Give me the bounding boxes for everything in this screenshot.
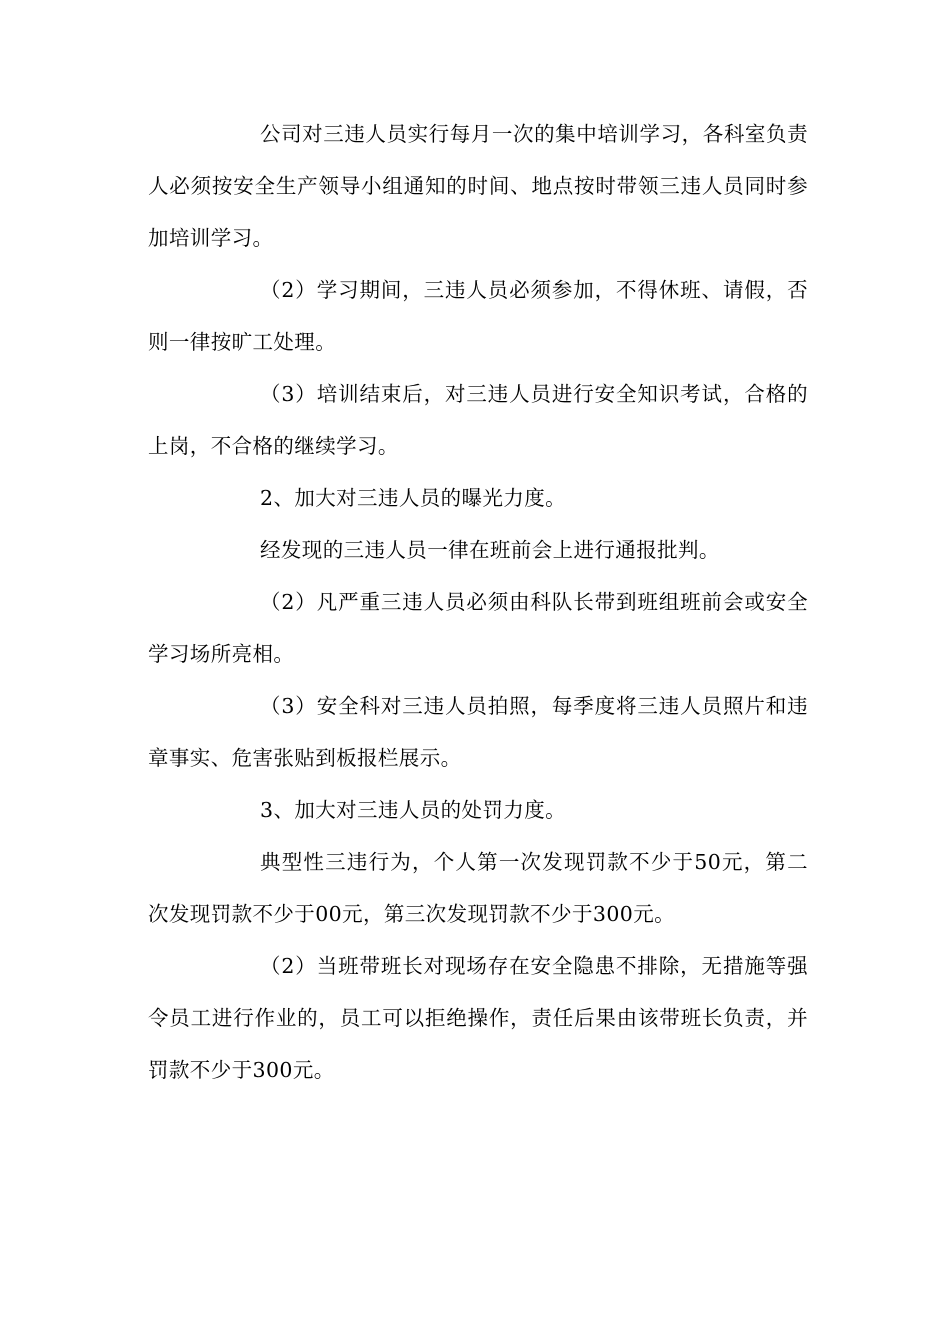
paragraph-serious-violators: （2）凡严重三违人员必须由科队长带到班组班前会或安全学习场所亮相。 — [148, 590, 808, 666]
paragraph-public-criticism: 经发现的三违人员一律在班前会上进行通报批判。 — [260, 538, 720, 562]
paragraph-photo-display: （3）安全科对三违人员拍照，每季度将三违人员照片和违章事实、危害张贴到板报栏展示。 — [148, 694, 808, 770]
section-heading-exposure: 2、加大对三违人员的曝光力度。 — [260, 486, 567, 510]
paragraph-shift-leader-penalty: （2）当班带班长对现场存在安全隐患不排除，无措施等强令员工进行作业的，员工可以拒绝操作，责任后果由该带班长负责，并罚款不少于300元。 — [148, 954, 808, 1082]
paragraph-mandatory-attendance: （2）学习期间，三违人员必须参加，不得休班、请假，否则一律按旷工处理。 — [148, 278, 808, 354]
paragraph-fine-amounts: 典型性三违行为，个人第一次发现罚款不少于50元，第二次发现罚款不少于00元，第三次发现罚款不少于300元。 — [148, 850, 808, 926]
document-body — [148, 108, 808, 1096]
section-heading-penalty: 3、加大对三违人员的处罚力度。 — [260, 798, 567, 822]
paragraph-training-exam: （3）培训结束后，对三违人员进行安全知识考试，合格的上岗，不合格的继续学习。 — [148, 382, 808, 458]
paragraph-training-schedule: 公司对三违人员实行每月一次的集中培训学习，各科室负责人必须按安全生产领导小组通知的时间、地点按时带领三违人员同时参加培训学习。 — [148, 122, 808, 250]
